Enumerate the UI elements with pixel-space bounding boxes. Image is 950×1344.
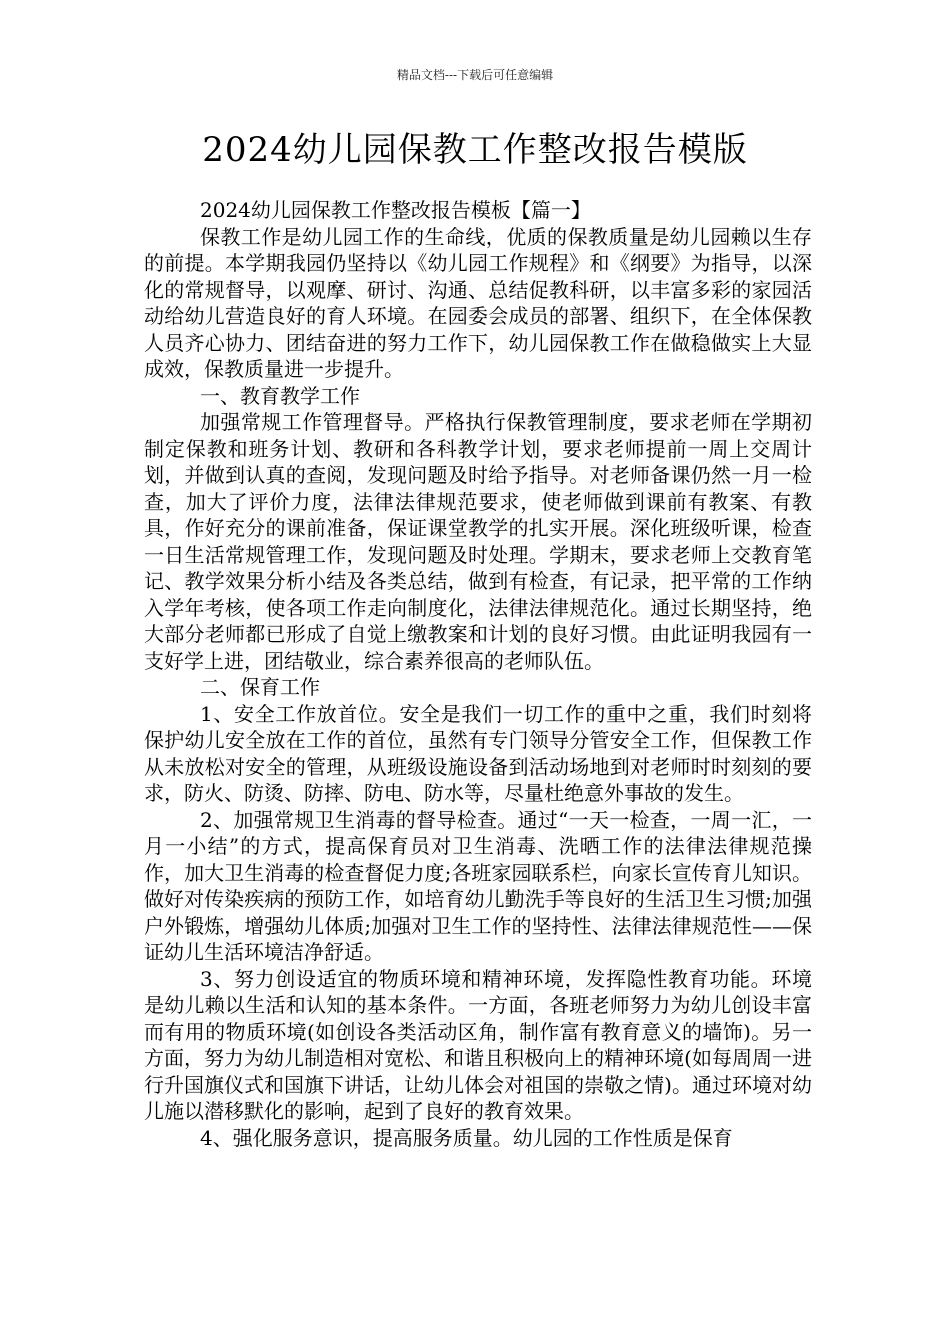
care-item-environment: 3、努力创设适宜的物质环境和精神环境，发挥隐性教育功能。环境是幼儿赖以生活和认知的基本条件。一方面，各班老师努力为幼儿创设丰富而有用的物质环境(如创设各类活动区角，制作富有教育意义的墙饰)。另一方面，努力为幼儿制造相对宽松、和谐且积极向上的精神环境(如每周周一进行升国旗仪式和国旗下讲话，让幼儿体会对祖国的崇敬之情)。通过环境对幼儿施以潜移默化的影响，起到了良好的教育效果。 [144,966,812,1123]
section-heading-care: 二、保育工作 [200,675,320,699]
page-header-note: 精品文档---下载后可任意编辑 [396,68,554,82]
care-item-service: 4、强化服务意识，提高服务质量。幼儿园的工作性质是保育 [200,1125,733,1150]
care-item-hygiene: 2、加强常规卫生消毒的督导检查。通过“一天一检查，一周一汇，一月一小结”的方式，提高保育员对卫生消毒、洗晒工作的法律法律规范操作，加大卫生消毒的检查督促力度;各班家园联系栏，向家长宣传育儿知识。做好对传染疾病的预防工作，如培育幼儿勤洗手等良好的生活卫生习惯;加强户外锻炼，增强幼儿体质;加强对卫生工作的坚持性、法律法律规范性——保证幼儿生活环境洁净舒适。 [144,807,812,964]
section-heading-part-one: 2024幼儿园保教工作整改报告模板【篇一】 [200,198,591,222]
section-heading-teaching: 一、教育教学工作 [200,383,360,408]
care-item-safety: 1、安全工作放首位。安全是我们一切工作的重中之重，我们时刻将保护幼儿安全放在工作的首位，虽然有专门领导分管安全工作，但保教工作从未放松对安全的管理，从班级设施设备到活动场地到对老师时时刻刻的要求，防火、防烫、防摔、防电、防水等，尽量杜绝意外事故的发生。 [144,701,812,805]
intro-paragraph: 保教工作是幼儿园工作的生命线，优质的保教质量是幼儿园赖以生存的前提。本学期我园仍坚持以《幼儿园工作规程》和《纲要》为指导，以深化的常规督导，以观摩、研讨、沟通、总结促教科研，以丰富多彩的家园活动给幼儿营造良好的育人环境。在园委会成员的部署、组织下，在全体保教人员齐心协力、团结奋进的努力工作下，幼儿园保教工作在做稳做实上大显成效，保教质量进一步提升。 [144,224,812,381]
teaching-paragraph: 加强常规工作管理督导。严格执行保教管理制度，要求老师在学期初制定保教和班务计划、教研和各科教学计划，要求老师提前一周上交周计划，并做到认真的查阅，发现问题及时给予指导。对老师备课仍然一月一检查，加大了评价力度，法律法律规范要求，使老师做到课前有教案、有教具，作好充分的课前准备，保证课堂教学的扎实开展。深化班级听课，检查一日生活常规管理工作，发现问题及时处理。学期末，要求老师上交教育笔记、教学效果分析小结及各类总结，做到有检查，有记录，把平常的工作纳入学年考核，使各项工作走向制度化，法律法律规范化。通过长期坚持，绝大部分老师都已形成了自觉上缴教案和计划的良好习惯。由此证明我园有一支好学上进，团结敬业，综合素养很高的老师队伍。 [144,410,812,673]
document-title: 2024幼儿园保教工作整改报告模版 [202,130,748,170]
document-body [144,197,812,1151]
